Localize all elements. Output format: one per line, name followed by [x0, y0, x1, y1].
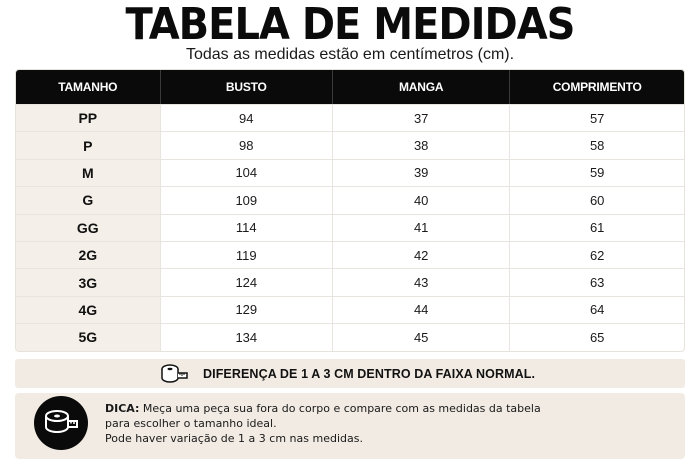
page-title: TABELA DE MEDIDAS — [125, 0, 575, 50]
size-label: G — [16, 186, 161, 213]
tolerance-notice — [15, 359, 685, 388]
busto-value: 94 — [161, 104, 333, 131]
comprimento-value: 65 — [510, 323, 684, 350]
manga-value: 37 — [333, 104, 510, 131]
manga-value: 41 — [333, 214, 510, 241]
comprimento-value: 58 — [510, 131, 684, 158]
size-label: 4G — [16, 296, 161, 323]
column-header-tamanho: TAMANHO — [16, 70, 161, 104]
column-header-manga: MANGA — [333, 70, 510, 104]
table-row — [16, 323, 684, 350]
comprimento-value: 57 — [510, 104, 684, 131]
table-row — [16, 296, 684, 323]
tip-line-2: para escolher o tamanho ideal. — [105, 417, 277, 430]
size-label: M — [16, 159, 161, 186]
manga-value: 40 — [333, 186, 510, 213]
busto-value: 114 — [161, 214, 333, 241]
comprimento-value: 62 — [510, 241, 684, 268]
busto-value: 124 — [161, 268, 333, 295]
table-row — [16, 104, 684, 131]
busto-value: 129 — [161, 296, 333, 323]
manga-value: 42 — [333, 241, 510, 268]
comprimento-value: 60 — [510, 186, 684, 213]
measuring-tape-icon — [34, 396, 88, 450]
size-label: 5G — [16, 323, 161, 350]
manga-value: 38 — [333, 131, 510, 158]
comprimento-value: 59 — [510, 159, 684, 186]
tip-line-3: Pode haver variação de 1 a 3 cm nas medidas. — [105, 432, 363, 445]
busto-value: 134 — [161, 323, 333, 350]
busto-value: 98 — [161, 131, 333, 158]
table-row — [16, 268, 684, 295]
size-label: 3G — [16, 268, 161, 295]
column-header-busto: BUSTO — [161, 70, 333, 104]
manga-value: 39 — [333, 159, 510, 186]
table-row — [16, 241, 684, 268]
size-label: GG — [16, 214, 161, 241]
size-label: 2G — [16, 241, 161, 268]
manga-value: 45 — [333, 323, 510, 350]
table-row — [16, 131, 684, 158]
comprimento-value: 64 — [510, 296, 684, 323]
page-subtitle: Todas as medidas estão em centímetros (cm). — [185, 46, 515, 63]
busto-value: 104 — [161, 159, 333, 186]
size-label: P — [16, 131, 161, 158]
column-header-comprimento: COMPRIMENTO — [510, 70, 684, 104]
comprimento-value: 61 — [510, 214, 684, 241]
size-table — [15, 69, 685, 352]
table-row — [16, 159, 684, 186]
table-row — [16, 186, 684, 213]
table-header — [16, 70, 684, 104]
tip-text — [105, 401, 665, 446]
measuring-tape-icon — [160, 363, 188, 385]
comprimento-value: 63 — [510, 268, 684, 295]
manga-value: 43 — [333, 268, 510, 295]
tip-label: DICA: — [105, 402, 140, 415]
busto-value: 109 — [161, 186, 333, 213]
table-row — [16, 214, 684, 241]
busto-value: 119 — [161, 241, 333, 268]
manga-value: 44 — [333, 296, 510, 323]
tip-box — [15, 393, 685, 459]
tolerance-text: DIFERENÇA DE 1 A 3 CM DENTRO DA FAIXA NORMAL. — [203, 367, 536, 381]
tip-line-1: Meça uma peça sua fora do corpo e compare com as medidas da tabela — [142, 402, 541, 415]
size-label: PP — [16, 104, 161, 131]
